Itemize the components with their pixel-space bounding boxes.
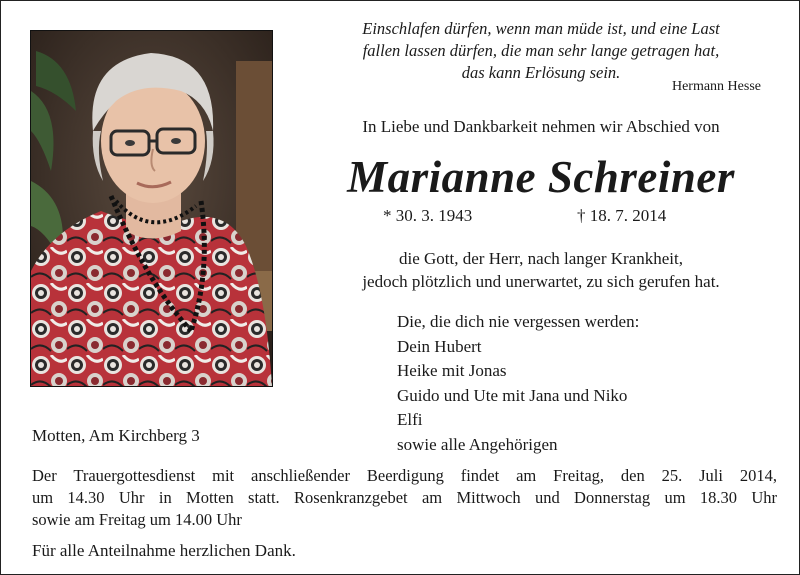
address: Motten, Am Kirchberg 3 — [32, 426, 200, 445]
mourner-line: Die, die dich nie vergessen werden: — [397, 312, 640, 331]
mourner-line: sowie alle Angehörigen — [397, 434, 558, 454]
passing-line: jedoch plötzlich und unerwartet, zu sich gerufen hat. — [362, 272, 720, 291]
mourner-line: Elfi — [397, 410, 423, 429]
funeral-service-info — [32, 465, 777, 531]
passing-line: die Gott, der Herr, nach langer Krankheit, — [399, 249, 683, 268]
quote-author: Hermann Hesse — [671, 79, 761, 94]
mourner-line: Heike mit Jonas — [397, 361, 507, 380]
mourner-line: Dein Hubert — [397, 336, 482, 356]
quote — [301, 18, 781, 84]
service-line: sowie am Freitag um 14.00 Uhr — [32, 510, 242, 529]
mourners-list — [397, 310, 639, 457]
quote-line: fallen lassen dürfen, die man sehr lange getragen hat, — [362, 41, 720, 60]
death-date: † 18. 7. 2014 — [577, 206, 667, 225]
thanks-text: Für alle Anteilnahme herzlichen Dank. — [32, 541, 296, 560]
deceased-name: Marianne Schreiner — [347, 152, 735, 202]
quote-line: Einschlafen dürfen, wenn man müde ist, und eine Last — [362, 19, 720, 38]
intro-text: In Liebe und Dankbarkeit nehmen wir Abschied von — [362, 117, 720, 136]
passing-text — [301, 247, 781, 293]
portrait-photo — [30, 30, 273, 387]
service-line: um 14.30 Uhr in Motten statt. Rosenkranzgebet am Mittwoch und Donnerstag um 18.30 Uhr — [32, 488, 777, 507]
birth-date: * 30. 3. 1943 — [383, 206, 473, 225]
service-line: Der Trauergottesdienst mit anschließender Beerdigung findet am Freitag, den 25. Juli 2014, — [32, 466, 777, 485]
mourner-line: Guido und Ute mit Jana und Niko — [397, 385, 628, 405]
quote-line: das kann Erlösung sein. — [461, 63, 621, 82]
